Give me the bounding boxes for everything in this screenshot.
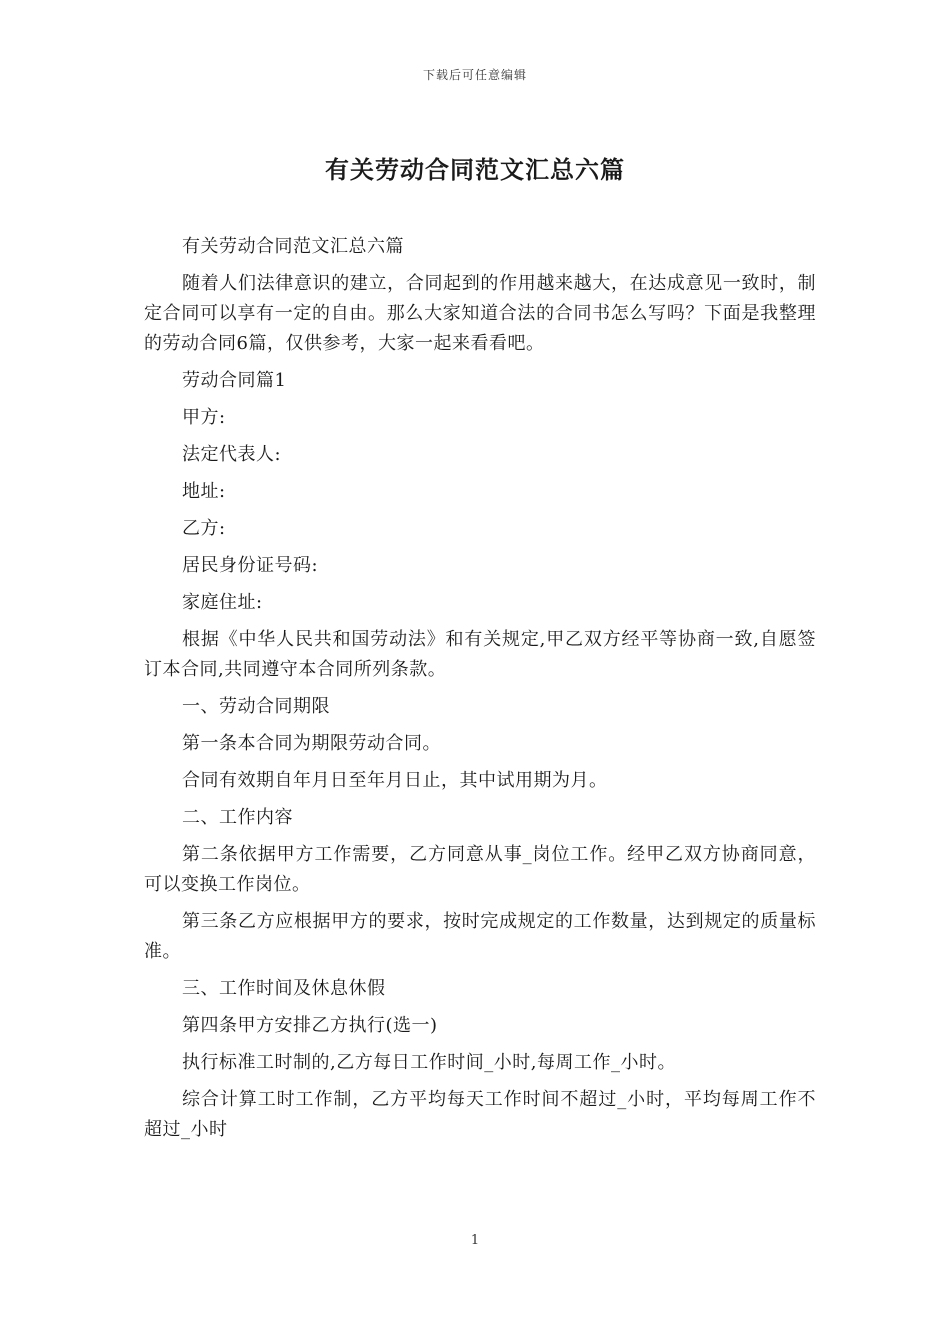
- section-heading-work-content: 二、工作内容: [182, 807, 293, 828]
- field-id-number: 居民身份证号码:: [182, 555, 319, 576]
- document-title: 有关劳动合同范文汇总六篇: [325, 155, 625, 184]
- section-heading-term: 一、劳动合同期限: [182, 696, 330, 717]
- document-body: [144, 232, 816, 1152]
- field-party-a: 甲方:: [182, 407, 226, 428]
- paragraph-comprehensive-hours: 综合计算工时工作制，乙方平均每天工作时间不超过_小时，平均每周工作不超过_小时: [144, 1089, 816, 1140]
- paragraph-intro: 随着人们法律意识的建立，合同起到的作用越来越大，在达成意见一致时，制定合同可以享有一定的自由。那么大家知道合法的合同书怎么写吗？下面是我整理的劳动合同6篇，仅供参考，大家一起来看看吧。: [144, 273, 816, 354]
- paragraph-standard-hours: 执行标准工时制的,乙方每日工作时间_小时,每周工作_小时。: [182, 1052, 676, 1073]
- article-1: 第一条本合同为期限劳动合同。: [182, 733, 441, 754]
- section-heading-contract-1: 劳动合同篇1: [182, 370, 287, 391]
- page-number: 1: [470, 1233, 480, 1248]
- article-3: 第三条乙方应根据甲方的要求，按时完成规定的工作数量，达到规定的质量标准。: [144, 911, 816, 962]
- field-legal-representative: 法定代表人:: [182, 444, 282, 465]
- field-address: 地址:: [182, 481, 226, 502]
- field-home-address: 家庭住址:: [182, 592, 263, 613]
- article-4: 第四条甲方安排乙方执行(选一): [182, 1015, 438, 1036]
- paragraph-subtitle: 有关劳动合同范文汇总六篇: [182, 236, 404, 257]
- paragraph-validity: 合同有效期自年月日至年月日止，其中试用期为月。: [182, 770, 608, 791]
- article-2: 第二条依据甲方工作需要，乙方同意从事_岗位工作。经甲乙双方协商同意，可以变换工作岗位。: [144, 844, 816, 895]
- section-heading-working-hours: 三、工作时间及休息休假: [182, 978, 386, 999]
- field-party-b: 乙方:: [182, 518, 226, 539]
- paragraph-legal-basis: 根据《中华人民共和国劳动法》和有关规定,甲乙双方经平等协商一致,自愿签订本合同,共同遵守本合同所列条款。: [144, 629, 816, 680]
- page-header-note: 下载后可任意编辑: [422, 68, 527, 82]
